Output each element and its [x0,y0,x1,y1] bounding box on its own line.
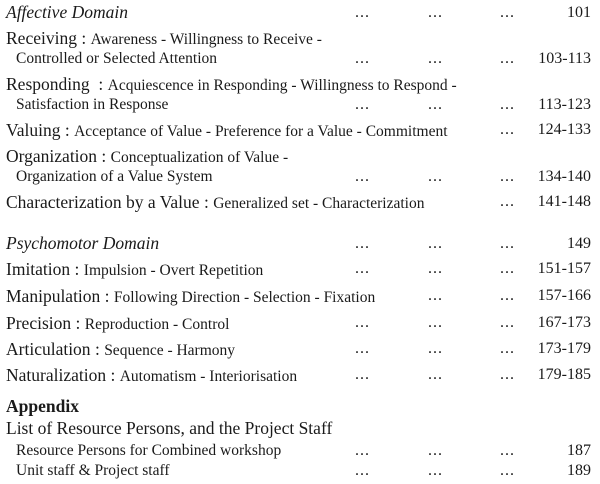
leader-dots: ... [428,442,443,459]
leader-dots: ... [355,462,370,479]
leader-dots: ... [355,314,370,331]
leader-dots: ... [355,168,370,185]
leader-dots: ... [500,121,515,138]
leader-dots: ... [428,462,443,479]
appendix-item-label: Resource Persons for Combined workshop [16,442,282,459]
appendix-item-label: Unit staff & Project staff [16,462,170,479]
leader-dots: ... [428,314,443,331]
leader-dots: ... [355,50,370,67]
leader-dots: ... [500,366,515,383]
leader-dots: ... [500,96,515,113]
leader-dots: ... [428,287,443,304]
page-number: 124-133 [537,121,591,138]
leader-dots: ... [355,366,370,383]
leader-dots: ... [500,50,515,67]
entry-subtitle: Controlled or Selected Attention [16,50,218,67]
leader-dots: ... [428,50,443,67]
leader-dots: ... [500,235,515,252]
entry-title: Naturalization : Automatism - Interiorisation [6,365,298,385]
leader-dots: ... [428,96,443,113]
entry-subtitle: Satisfaction in Response [16,96,169,113]
entry-title: Characterization by a Value : Generalized set - Characterization [6,192,425,212]
page-number: 113-123 [538,96,591,113]
leader-dots: ... [428,4,443,21]
leader-dots: ... [355,96,370,113]
leader-dots: ... [355,260,370,277]
leader-dots: ... [500,193,515,210]
page-number: 179-185 [537,366,591,383]
page-number: 189 [567,462,591,479]
page-number: 103-113 [538,50,591,67]
page-number: 167-173 [537,314,591,331]
leader-dots: ... [500,260,515,277]
leader-dots: ... [355,235,370,252]
leader-dots: ... [428,168,443,185]
page-number: 173-179 [537,340,591,357]
leader-dots: ... [355,4,370,21]
page-number: 101 [567,4,591,21]
entry-title: Receiving : Awareness - Willingness to Receive - [6,28,322,48]
leader-dots: ... [428,366,443,383]
leader-dots: ... [500,287,515,304]
appendix-heading: Appendix [6,396,79,416]
page-number: 141-148 [537,193,591,210]
leader-dots: ... [500,340,515,357]
leader-dots: ... [500,168,515,185]
entry-title: Imitation : Impulsion - Overt Repetition [6,259,264,279]
leader-dots: ... [428,260,443,277]
entry-subtitle: Organization of a Value System [16,168,213,185]
leader-dots: ... [500,462,515,479]
leader-dots: ... [355,340,370,357]
section-heading: Affective Domain [6,2,128,22]
entry-title: Responding : Acquiescence in Responding - Willingness to Respond - [6,74,457,94]
page-number: 151-157 [537,260,591,277]
page-number: 187 [567,442,591,459]
page-number: 157-166 [537,287,591,304]
entry-title: Organization : Conceptualization of Value - [6,146,289,166]
page-number: 149 [567,235,591,252]
leader-dots: ... [500,314,515,331]
entry-title: Precision : Reproduction - Control [6,313,230,333]
leader-dots: ... [500,4,515,21]
leader-dots: ... [428,340,443,357]
section-heading: Psychomotor Domain [6,233,160,253]
entry-title: Manipulation : Following Direction - Selection - Fixation [6,286,376,306]
page-number: 134-140 [537,168,591,185]
entry-title: Articulation : Sequence - Harmony [6,339,236,359]
appendix-subheading: List of Resource Persons, and the Project Staff [6,418,333,438]
leader-dots: ... [355,442,370,459]
leader-dots: ... [500,442,515,459]
entry-title: Valuing : Acceptance of Value - Preference for a Value - Commitment [6,120,448,140]
leader-dots: ... [428,235,443,252]
